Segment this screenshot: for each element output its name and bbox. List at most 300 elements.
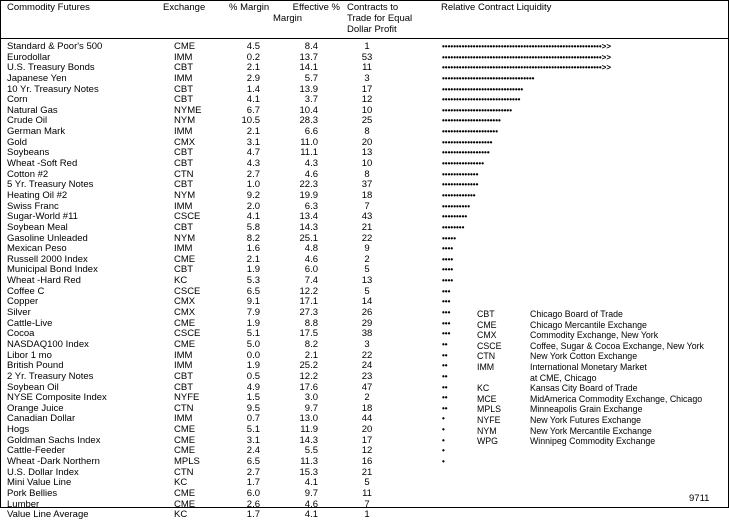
exchange-code: IMM	[174, 360, 193, 372]
effective-margin-value: 12.2	[299, 370, 318, 382]
margin-value: 6.0	[246, 487, 260, 499]
liquidity-bar: ••••	[442, 276, 454, 286]
header-effective-line2: Margin	[273, 13, 303, 24]
margin-value: 1.7	[246, 477, 260, 489]
liquidity-bar: •	[442, 446, 445, 456]
liquidity-bar: •••	[442, 308, 451, 318]
header-effective-line1: Effective %	[292, 2, 340, 13]
liquidity-bar: •••	[442, 297, 451, 307]
margin-value: 0.5	[246, 370, 260, 382]
contracts-value: 12	[361, 94, 373, 106]
effective-margin-value: 27.3	[299, 307, 318, 319]
margin-value: 2.4	[246, 445, 260, 457]
effective-margin-value: 5.5	[304, 445, 318, 457]
legend-description: Coffee, Sugar & Cocoa Exchange, New York	[530, 340, 704, 351]
liquidity-bar: ••	[442, 371, 448, 381]
liquidity-bar: •••••••••••••••••••••••••••••••••••••••••••••••••••••••••>>	[442, 42, 611, 51]
effective-margin-value: 22.3	[299, 179, 318, 191]
header-contracts-line1: Contracts to	[347, 2, 399, 13]
margin-value: 2.9	[246, 72, 260, 84]
effective-margin-value: 8.4	[304, 41, 318, 52]
exchange-code: IMM	[174, 51, 193, 63]
contracts-value: 3	[364, 72, 370, 84]
liquidity-bar: •••••••••••••••••••••••••••••••••	[442, 73, 535, 83]
commodity-name: Hogs	[7, 424, 30, 436]
margin-value: 4.7	[246, 147, 260, 159]
effective-margin-value: 4.1	[304, 477, 318, 489]
margin-value: 1.0	[246, 179, 260, 191]
liquidity-bar: ••••••••	[442, 222, 465, 232]
commodity-name: Soybean Meal	[7, 221, 68, 233]
effective-margin-value: 25.1	[299, 232, 318, 244]
contracts-value: 5	[364, 477, 370, 489]
effective-margin-value: 4.8	[304, 243, 318, 255]
exchange-code: IMM	[174, 126, 193, 138]
effective-margin-value: 13.0	[299, 413, 318, 425]
effective-margin-value: 4.6	[304, 168, 318, 180]
exchange-code: CBT	[174, 179, 193, 191]
margin-value: 9.2	[246, 189, 260, 201]
exchange-code: CBT	[174, 62, 193, 74]
margin-value: 4.3	[246, 158, 260, 170]
liquidity-bar: ••••••••••••	[442, 190, 476, 200]
liquidity-bar: ••	[442, 361, 448, 371]
margin-value: 2.0	[246, 200, 260, 212]
exchange-code: CTN	[174, 402, 194, 414]
contracts-value: 37	[361, 179, 373, 191]
legend-code: MCE	[477, 393, 497, 404]
liquidity-bar: ••	[442, 403, 448, 413]
commodity-name: U.S. Treasury Bonds	[7, 62, 95, 74]
liquidity-bar: •	[442, 456, 445, 466]
liquidity-bar: ••	[442, 339, 448, 349]
table-row	[0, 510, 729, 521]
effective-margin-value: 11.9	[300, 424, 318, 436]
commodity-name: British Pound	[7, 360, 64, 372]
contracts-value: 10	[361, 158, 373, 170]
commodity-name: Wheat -Hard Red	[7, 275, 81, 287]
exchange-code: CSCE	[174, 285, 201, 297]
legend-description: New York Mercantile Exchange	[530, 425, 652, 436]
exchange-code: CBT	[174, 83, 193, 95]
legend-description: Chicago Board of Trade	[530, 309, 623, 319]
exchange-code: CBT	[174, 370, 193, 382]
liquidity-bar: •••••••••••••••••••••••••••••••••••••••••••••••••••••••••>>	[442, 52, 611, 62]
header-contracts-line3: Dollar Profit	[347, 24, 397, 35]
contracts-value: 5	[364, 264, 370, 276]
commodity-name: Wheat -Soft Red	[7, 158, 78, 170]
commodity-name: Copper	[7, 296, 39, 308]
contracts-value: 20	[361, 424, 373, 436]
contracts-value: 53	[361, 51, 373, 63]
contracts-value: 13	[361, 275, 373, 287]
effective-margin-value: 8.8	[304, 317, 318, 329]
contracts-value: 8	[364, 126, 370, 138]
legend-code: CME	[477, 319, 497, 330]
exchange-code: CMX	[174, 307, 196, 319]
liquidity-bar: •••••••••••••••••••••••••	[442, 105, 513, 115]
liquidity-bar: ••••	[442, 244, 454, 254]
margin-value: 1.9	[246, 360, 260, 372]
contracts-value: 18	[361, 402, 373, 414]
exchange-code: CSCE	[174, 328, 201, 340]
legend-description: MidAmerica Commodity Exchange, Chicago	[530, 393, 703, 404]
effective-margin-value: 12.2	[299, 285, 318, 297]
contracts-value: 7	[364, 498, 370, 510]
liquidity-bar: ••••••••••	[442, 201, 471, 211]
effective-margin-value: 13.9	[299, 83, 318, 95]
contracts-value: 17	[361, 83, 373, 95]
exchange-code: CME	[174, 498, 196, 510]
commodity-name: Cattle-Feeder	[7, 445, 66, 457]
exchange-code: KC	[174, 477, 188, 489]
margin-value: 8.2	[246, 232, 260, 244]
commodity-name: Sugar-World #11	[7, 211, 78, 223]
legend-code: CTN	[477, 351, 496, 362]
exchange-code: CME	[174, 487, 196, 499]
liquidity-bar: ••••••••••••••••••	[442, 137, 493, 147]
liquidity-bar: ••	[442, 350, 448, 360]
contracts-value: 18	[361, 189, 373, 201]
margin-value: 2.1	[246, 62, 260, 74]
legend-code: CMX	[477, 330, 497, 341]
contracts-value: 10	[361, 104, 373, 116]
contracts-value: 23	[361, 370, 373, 382]
margin-value: 3.1	[246, 136, 260, 148]
exchange-code: KC	[174, 275, 188, 287]
margin-value: 4.5	[246, 41, 260, 52]
effective-margin-value: 17.6	[299, 381, 318, 393]
margin-value: 1.9	[246, 264, 260, 276]
margin-value: 2.1	[246, 253, 260, 265]
exchange-code: CBT	[174, 158, 193, 170]
commodity-name: 10 Yr. Treasury Notes	[7, 83, 99, 95]
legend-code: IMM	[477, 361, 495, 372]
commodity-name: Natural Gas	[7, 104, 58, 116]
margin-value: 2.7	[246, 168, 260, 180]
exchange-code: IMM	[174, 200, 193, 212]
table-row	[0, 74, 729, 85]
commodity-name: Mexican Peso	[7, 243, 67, 255]
margin-value: 1.7	[246, 509, 260, 521]
liquidity-bar: •••	[442, 329, 451, 339]
effective-margin-value: 14.3	[299, 434, 318, 446]
effective-margin-value: 15.3	[299, 466, 318, 478]
liquidity-bar: •••••••••••••••••••••••••••••••••••••••••••••••••••••••••>>	[442, 63, 611, 73]
margin-value: 2.7	[246, 466, 260, 478]
exchange-code: MPLS	[174, 455, 200, 467]
effective-margin-value: 8.2	[304, 338, 318, 350]
contracts-value: 21	[361, 466, 373, 478]
exchange-code: NYM	[174, 115, 196, 127]
commodity-name: 5 Yr. Treasury Notes	[7, 179, 94, 191]
liquidity-bar: •••••	[442, 233, 457, 243]
contracts-value: 26	[361, 307, 373, 319]
legend-description: Kansas City Board of Trade	[530, 383, 638, 394]
commodity-name: Crude Oil	[7, 115, 48, 127]
margin-value: 1.6	[246, 243, 260, 255]
contracts-value: 22	[361, 349, 373, 361]
contracts-value: 24	[361, 360, 373, 372]
commodity-name: Pork Bellies	[7, 487, 58, 499]
exchange-code: CTN	[174, 466, 194, 478]
contracts-value: 29	[361, 317, 373, 329]
margin-value: 6.7	[246, 104, 260, 116]
legend-code: NYM	[477, 425, 497, 436]
margin-value: 4.9	[246, 381, 260, 393]
table-row	[0, 489, 729, 500]
legend-code: CBT	[477, 309, 495, 319]
contracts-value: 9	[364, 243, 370, 255]
header-exchange: Exchange	[163, 2, 206, 13]
margin-value: 5.0	[246, 338, 260, 350]
commodity-name: Cotton #2	[7, 168, 49, 180]
margin-value: 2.1	[246, 126, 260, 138]
exchange-code: NYM	[174, 232, 196, 244]
footer-code: 9711	[689, 493, 710, 504]
effective-margin-value: 3.0	[304, 392, 318, 404]
commodity-name: Japanese Yen	[7, 72, 67, 84]
effective-margin-value: 9.7	[304, 402, 318, 414]
header-contracts	[347, 2, 412, 35]
contracts-value: 43	[361, 211, 373, 223]
liquidity-bar: •••••••••••••••••	[442, 148, 490, 158]
commodity-name: Soybean Oil	[7, 381, 59, 393]
effective-margin-value: 6.6	[304, 126, 318, 138]
effective-margin-value: 4.3	[304, 158, 318, 170]
commodity-name: Coffee C	[7, 285, 45, 297]
contracts-value: 20	[361, 136, 373, 148]
liquidity-bar: •••	[442, 286, 451, 296]
commodity-name: U.S. Dollar Index	[7, 466, 79, 478]
commodity-name: Cocoa	[7, 328, 35, 340]
exchange-code: CMX	[174, 296, 196, 308]
contracts-value: 47	[361, 381, 373, 393]
liquidity-bar: ••••	[442, 254, 454, 264]
liquidity-bar: •	[442, 414, 445, 424]
effective-margin-value: 3.7	[304, 94, 318, 106]
effective-margin-value: 11.1	[300, 147, 318, 159]
margin-value: 0.2	[246, 51, 260, 63]
contracts-value: 17	[361, 434, 373, 446]
contracts-value: 5	[364, 285, 370, 297]
exchange-code: CME	[174, 445, 196, 457]
contracts-value: 8	[364, 168, 370, 180]
effective-margin-value: 6.0	[304, 264, 318, 276]
margin-value: 4.1	[246, 211, 260, 223]
commodity-name: Orange Juice	[7, 402, 64, 414]
contracts-value: 22	[361, 232, 373, 244]
table-row	[0, 223, 729, 234]
effective-margin-value: 4.6	[304, 498, 318, 510]
margin-value: 1.4	[246, 83, 260, 95]
margin-value: 10.5	[241, 115, 260, 127]
exchange-code: CTN	[174, 168, 194, 180]
legend-description: New York Futures Exchange	[530, 414, 642, 425]
liquidity-bar: •••••••••••••••	[442, 159, 485, 169]
exchange-code: CBT	[174, 221, 193, 233]
exchange-code: CSCE	[174, 211, 201, 223]
table-row	[0, 191, 729, 202]
header-contracts-line2: Trade for Equal	[347, 13, 413, 24]
liquidity-bar: •	[442, 425, 445, 435]
commodity-name: Wheat -Dark Northern	[7, 455, 100, 467]
commodity-name: NYSE Composite Index	[7, 392, 107, 404]
exchange-code: NYM	[174, 189, 196, 201]
liquidity-bar: •••••••••••••••••••••••••••••	[442, 84, 524, 94]
legend-description: Winnipeg Commodity Exchange	[530, 436, 656, 447]
contracts-value: 11	[362, 62, 372, 74]
effective-margin-value: 11.0	[300, 136, 318, 148]
margin-value: 7.9	[246, 307, 260, 319]
exchange-code: IMM	[174, 349, 193, 361]
commodity-name: 2 Yr. Treasury Notes	[7, 370, 94, 382]
effective-margin-value: 4.6	[304, 253, 318, 265]
exchange-code: CBT	[174, 264, 193, 276]
exchange-code: IMM	[174, 413, 193, 425]
exchange-code: NYFE	[174, 392, 200, 404]
exchange-code: NYME	[174, 104, 202, 116]
commodity-name: Municipal Bond Index	[7, 264, 98, 276]
liquidity-bar: •	[442, 435, 445, 445]
effective-margin-value: 28.3	[299, 115, 318, 127]
exchange-code: IMM	[174, 72, 193, 84]
contracts-value: 14	[361, 296, 373, 308]
commodity-name: German Mark	[7, 126, 66, 138]
effective-margin-value: 17.1	[299, 296, 318, 308]
effective-margin-value: 2.1	[304, 349, 318, 361]
margin-value: 5.1	[246, 328, 260, 340]
commodity-name: Goldman Sachs Index	[7, 434, 101, 446]
legend-description: International Monetary Market	[530, 361, 647, 372]
legend-description: at CME, Chicago	[530, 372, 597, 383]
legend-description: Commodity Exchange, New York	[530, 330, 659, 341]
commodity-name: Libor 1 mo	[7, 349, 52, 361]
header-liquidity: Relative Contract Liquidity	[441, 2, 552, 13]
legend-description: Chicago Mercantile Exchange	[530, 319, 647, 330]
margin-value: 1.5	[246, 392, 260, 404]
effective-margin-value: 6.3	[304, 200, 318, 212]
liquidity-bar: ••••	[442, 265, 454, 275]
liquidity-bar: •••	[442, 318, 451, 328]
margin-value: 5.8	[246, 221, 260, 233]
legend-code: CSCE	[477, 340, 502, 351]
liquidity-bar: •••••••••••••••••••••	[442, 116, 501, 126]
contracts-value: 21	[361, 221, 373, 233]
commodity-name: Gasoline Unleaded	[7, 232, 88, 244]
header-margin: % Margin	[229, 2, 270, 13]
effective-margin-value: 13.7	[299, 51, 318, 63]
commodity-name: Soybeans	[7, 147, 50, 159]
effective-margin-value: 4.1	[304, 509, 318, 521]
effective-margin-value: 14.3	[299, 221, 318, 233]
commodity-name: Cattle-Live	[7, 317, 53, 329]
margin-value: 2.6	[246, 498, 260, 510]
commodity-name: Eurodollar	[7, 51, 51, 63]
effective-margin-value: 5.7	[304, 72, 318, 84]
legend-code: NYFE	[477, 414, 501, 425]
margin-value: 9.1	[246, 296, 260, 308]
liquidity-bar: •••••••••••••	[442, 180, 479, 190]
exchange-code: CME	[174, 317, 196, 329]
exchange-code: CBT	[174, 147, 193, 159]
margin-value: 9.5	[246, 402, 260, 414]
header-separator	[0, 38, 729, 39]
exchange-code: KC	[174, 509, 188, 521]
liquidity-bar: ••••••••••••••••••••	[442, 127, 499, 137]
commodity-name: Canadian Dollar	[7, 413, 76, 425]
legend-code: WPG	[477, 436, 499, 447]
commodity-name: Value Line Average	[7, 509, 89, 521]
contracts-value: 44	[361, 413, 373, 425]
effective-margin-value: 19.9	[299, 189, 318, 201]
margin-value: 6.5	[246, 455, 260, 467]
exchange-code: CME	[174, 41, 196, 52]
margin-value: 4.1	[246, 94, 260, 106]
margin-value: 5.3	[246, 275, 260, 287]
margin-value: 1.9	[246, 317, 260, 329]
table-row	[0, 372, 729, 383]
commodity-name: NASDAQ100 Index	[7, 338, 89, 350]
header-effective-margin	[270, 2, 340, 24]
margin-value: 3.1	[246, 434, 260, 446]
commodity-name: Mini Value Line	[7, 477, 72, 489]
table-row	[0, 500, 729, 511]
exchange-code: CME	[174, 253, 196, 265]
exchange-code: CBT	[174, 381, 193, 393]
commodity-name: Heating Oil #2	[7, 189, 68, 201]
contracts-value: 1	[364, 509, 370, 521]
contracts-value: 38	[361, 328, 373, 340]
commodity-name: Corn	[7, 94, 28, 106]
exchange-code: CME	[174, 338, 196, 350]
contracts-value: 16	[361, 455, 373, 467]
exchange-code: CMX	[174, 136, 196, 148]
contracts-value: 7	[364, 200, 370, 212]
effective-margin-value: 10.4	[299, 104, 318, 116]
effective-margin-value: 7.4	[304, 275, 318, 287]
header-commodity: Commodity Futures	[7, 2, 90, 13]
commodity-name: Standard & Poor's 500	[7, 41, 103, 52]
commodity-name: Swiss Franc	[7, 200, 59, 212]
liquidity-bar: ••	[442, 393, 448, 403]
contracts-value: 13	[361, 147, 373, 159]
contracts-value: 11	[362, 487, 372, 499]
effective-margin-value: 13.4	[299, 211, 318, 223]
margin-value: 5.1	[246, 424, 260, 436]
contracts-value: 2	[364, 392, 370, 404]
effective-margin-value: 25.2	[299, 360, 318, 372]
exchange-code: CBT	[174, 94, 193, 106]
exchange-code: CME	[174, 434, 196, 446]
contracts-value: 25	[361, 115, 373, 127]
margin-value: 0.7	[246, 413, 260, 425]
commodity-name: Russell 2000 Index	[7, 253, 88, 265]
liquidity-bar: •••••••••	[442, 212, 468, 222]
commodity-name: Lumber	[7, 498, 40, 510]
margin-value: 6.5	[246, 285, 260, 297]
liquidity-bar: ••••••••••••••••••••••••••••	[442, 95, 521, 105]
commodity-table-body	[0, 42, 729, 521]
contracts-value: 2	[364, 253, 370, 265]
effective-margin-value: 14.1	[299, 62, 318, 74]
contracts-value: 12	[361, 445, 373, 457]
legend-code: MPLS	[477, 404, 501, 415]
exchange-code: CME	[174, 424, 196, 436]
exchange-code: IMM	[174, 243, 193, 255]
contracts-value: 1	[364, 41, 370, 52]
legend-description: Minneapolis Grain Exchange	[530, 404, 643, 415]
